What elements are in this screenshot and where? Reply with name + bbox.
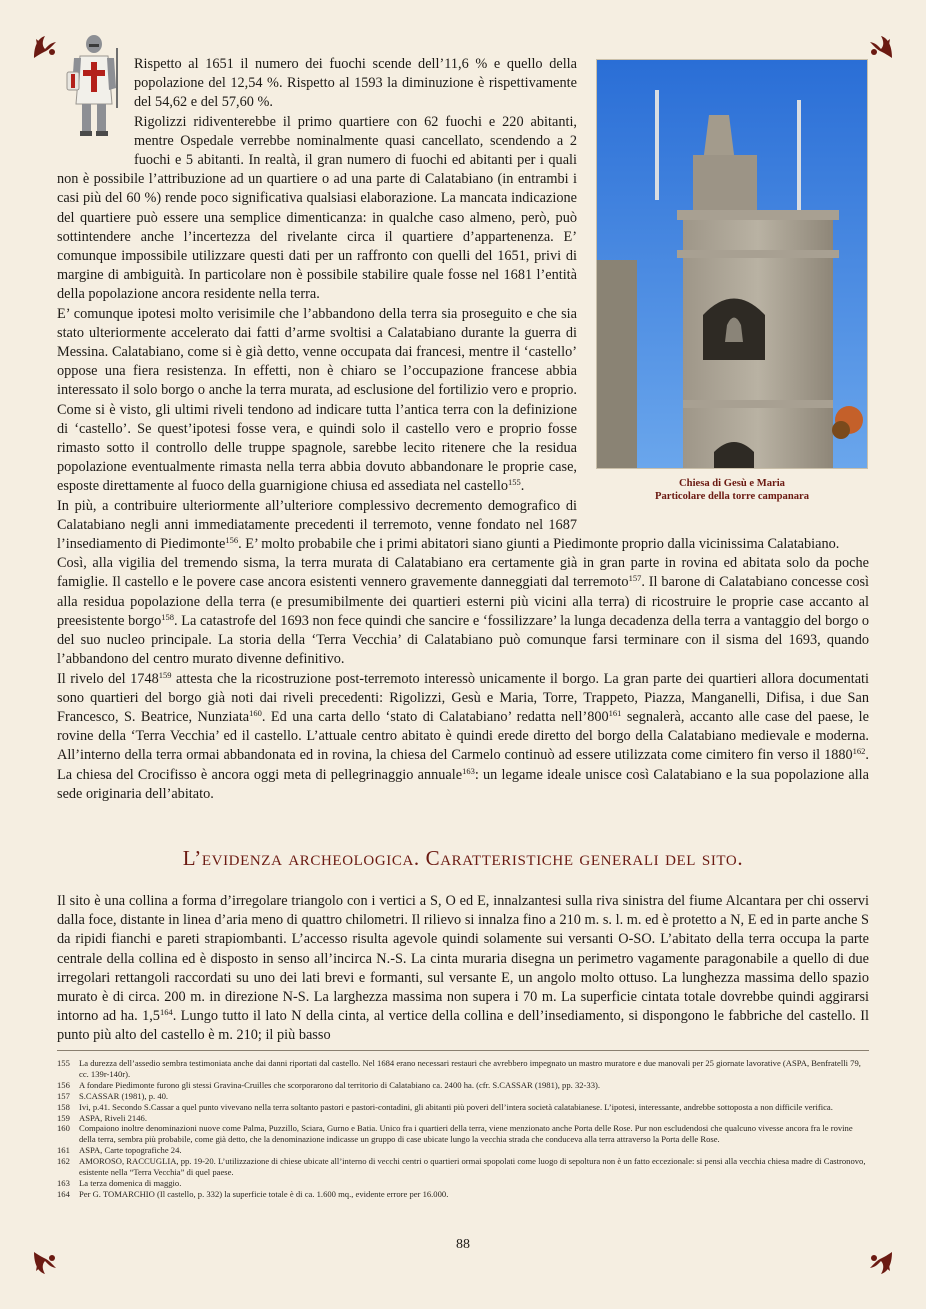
floral-corner-ornament-icon [868,34,894,60]
paragraph: Rigolizzi ridiventerebbe il primo quartiere con 62 fuochi e 220 abitanti, mentre Ospedale verrebbe nominalmente quasi cancellato, scendendo a 2 fuochi e 5 abitanti. In realtà, il gran numero di fuochi ed abitanti per i quali non è possibile l’attribuzione ad un quartiere o ad una parte di Calatabiano (in entrambi i casi più del 60 %) rende poco significativa qualsiasi elaborazione. La mancata indicazione del quartiere può essere una semplice dimenticanza: in qualche caso almeno, però, può sottintendere anche l’incertezza del rivelante circa il quartiere d’appartenenza. E’ comunque impossibile utilizzare questi dati per un raffronto con quelli del 1651, privi di margine di ambiguità. In particolare non è possibile stabilire quale fosse nel 1681 l’entità della popolazione ancora residente nella terra. [57,113,577,303]
footnote: 162 AMOROSO, RACCUGLIA, pp. 19-20. L’utilizzazione di chiese ubicate all’interno di vecchi centri o quartieri ormai spopolati come luogo di sepoltura non è un fatto eccezionale: si pensi alla vecchia chiesa madre di Castronovo, esistente nella “Terra Vecchia” di quel paese. [57,1156,866,1178]
footnote-ref: 160 [249,707,262,718]
footnotes [57,1058,869,1200]
footnote: 155 La durezza dell’assedio sembra testimoniata anche dai danni riportati dal castello. Nel 1684 erano necessari restauri che avrebbero impegnato un mastro muratore e due manovali per 25 giornate lavorative (ASPA, Benfratelli 79, cc. 139r-140r). [57,1058,861,1079]
footnote-ref: 164 [159,1007,173,1018]
footnote-ref: 156 [225,535,239,546]
paragraph: Così, alla vigilia del tremendo sisma, la terra murata di Calatabiano era certamente già in gran parte in rovina ed abitata solo da poche famiglie. Il castello e le povere case ancora esistenti vennero gravemente danneggiati dal terremoto$^{157}$. Il barone di Calatabiano concesse così alla residua popolazione della terra (e presumibilmente dei quartieri esterni più vicini alla terra) di ricostruire le proprie case accanto al preesistente borgo$^{158}$. La catastrofe del 1693 non fece quindi che sancire e ‘fossilizzare’ la lunga decadenza della terra a vantaggio del borgo o del suo nucleo principale. La storia della ‘Terra Vecchia’ di Calatabiano può comunque farsi terminare con il sisma del 1693, quando l’abbandono del centro murato divenne definitivo. [57,555,870,668]
footnote: 157 S.CASSAR (1981), p. 40. [57,1090,169,1101]
section-2-text [57,892,869,1046]
caption-line-2: Particolare della torre campanara [654,491,810,502]
footnote: 161 ASPA, Carte topografiche 24. [57,1145,182,1156]
footnote: 163 La terza domenica di maggio. [57,1177,182,1188]
page-number: 88 [456,1237,470,1252]
footnote: 158 Ivi, p.41. Secondo S.Cassar a quel punto vivevano nella terra soltanto pastori e pastori-contadini, gli abitanti più poveri dell’intera società calatabianese. L’ipotesi, interessante, andrebbe sottoposta a non difficile verifica. [57,1101,833,1112]
paragraph: Il rivelo del 1748$^{159}$ attesta che la ricostruzione post-terremoto interessò unicamente il borgo. La gran parte dei quartieri allora documentati sono quartieri del borgo già noti dai riveli precedenti: Rigolizzi, Gesù e Maria, Torre, Trappeto, Piazza, Manganelli, Difisa, i due San Francesco, S. Beatrice, Nunziata$^{160}$. Ed una carta dello ‘stato di Calatabiano’ redatta $nell’800^{161}$ segnalerà, accanto alle case del paese, le rovine della ‘Terra Vecchia’ ed il castello. L’attuale centro abitato è quindi erede diretto del borgo della Calatabiano medievale e moderna. All’interno della terra ormai abbandonata ed in rovina, la chiesa del Carmelo continuò ad essere utilizzata come cimitero fin verso il 1880$^{162}$. La chiesa del Crocifisso è ancora oggi meta di pellegrinaggio annuale$^{163}$: un legame ideale unisce così Calatabiano e la sua popolazione alla sede originaria dell’abitato. [57,669,869,802]
footnote-ref: 158 [161,611,174,622]
footnote-ref: 162 [852,746,866,757]
footnote-ref: 155 [507,477,521,488]
paragraph: Il sito è una collina a forma d’irregolare triangolo con i vertici a S, O ed E, innalzantesi sulla riva sinistra del fiume Alcantara per chi osservi dalla foce, distante in linea d’aria meno di quattro chilometri. Il rilievo si innalza fino a 210 m. s. l. m. ed è protetto a N, E ed in parte anche S da ripidi fianchi e pareti strapiombanti. L’accesso risulta agevole quindi solamente sui versanti O-SO. L’abitato della terra occupa la parte centrale della collina ed è disposto in senso all’incirca N.-S. La cinta muraria disegna un perimetro vagamente paragonabile a quello di due irregolari rettangoli raccordati su uno dei lati brevi e formanti, sul versante E, un angolo molto ottuso. La lunghezza massima dello spazio murato è di circa. 200 m. in direzione N-S. La larghezza massima non supera i 70 m. La superficie cintata totale dovrebbe quindi aggirarsi intorno ad ha. $1,5^{164}$. Lungo tutto il lato N della cinta, al vertice della collina e dell’insediamento, si dispongono le fabbriche del castello. Il punto più alto del castello è m. 210; il più basso [57,893,869,1044]
footnote-ref: 157 [628,573,642,584]
footnote-divider [57,1050,869,1051]
footnote: 159 ASPA, Riveli 2146. [57,1112,147,1123]
floral-corner-ornament-icon [32,34,58,60]
floral-corner-ornament-icon [868,1250,894,1276]
floral-corner-ornament-icon [32,1250,58,1276]
section-heading: L’evidenza archeologica. Caratteristiche generali del sito. [182,846,744,870]
footnote: 156 A fondare Piedimonte furono gli stessi Gravina-Cruilles che scorporarono dal territorio di Calatabiano ca. 2400 ha. (cfr. S.CASSAR (1981), pp. 32-33). [57,1079,601,1090]
caption-line-1: Chiesa di Gesù e Maria [679,478,785,489]
paragraph: E’ comunque ipotesi molto verisimile che l’abbandono della terra sia proseguito e che sia stato ulteriormente accelerato dai fatti d’arme svoltisi a Calatabiano durante la guerra di Messina. Calatabiano, come si è già detto, venne occupata dai francesi, mentre il ‘castello’ oppose una fiera resistenza. In effetti, non è chiaro se l’occupazione francese abbia interessato il solo borgo o anche la terra murata, ad esclusione del fortilizio vero e proprio. Come si è visto, gli ultimi riveli tendono ad indicare tutta l’antica terra con la definizione di ‘castello’. Se quest’ipotesi fosse vera, e quindi solo il castello vero e proprio fosse rimasto sotto il controllo delle truppe spagnole, sarebbe lecito ritenere che la residua popolazione eventualmente rimasta nella terra abbia dovuto abbandonare le proprie case, esposte direttamente al fuoco della guarnigione chiusa ed assediata nel castello$^{155}$. [57,305,577,495]
footnote: 164 Per G. TOMARCHIO (Il castello, p. 332) la superficie totale è di ca. 1.600 mq., evidente errore per 16.000. [57,1188,449,1199]
footnote-ref: 163 [462,765,475,776]
footnote-ref: 161 [608,707,622,718]
paragraph: Rispetto al 1651 il numero dei fuochi scende dell’11,6 % e quello della popolazione del 12,54 %. Rispetto al 1593 la diminuzione è rispettivamente del 54,62 e del 57,60 %. [134,56,577,111]
footnote: 160 Compaiono inoltre denominazioni nuove come Palma, Puzzillo, Sciara, Gurno e Batia. Unico fra i quartieri della terra, viene menzionato anche Porta delle Rose. Pur non escludendosi che qualcuno vivesse ancora fra le rovine della terra, sembra più probabile, come già detto, che la denominazione indicasse un gruppo di case ubicate lungo la vecchia strada che conduceva alla terra attraverso la Porta delle Rose. [57,1123,853,1145]
paragraph: In più, a contribuire ulteriormente all’ulteriore complessivo decremento demografico di Calatabiano negli anni immediatamente precedenti il terremoto, venne fondato nel 1687 l’insediamento di Piedimonte$^{156}$. E’ molto probabile che i primi abitatori siano giunti a Piedimonte proprio dalla vicinissima Calatabiano. [57,497,840,553]
footnote-ref: 159 [158,669,172,680]
section-1-text [57,55,869,804]
